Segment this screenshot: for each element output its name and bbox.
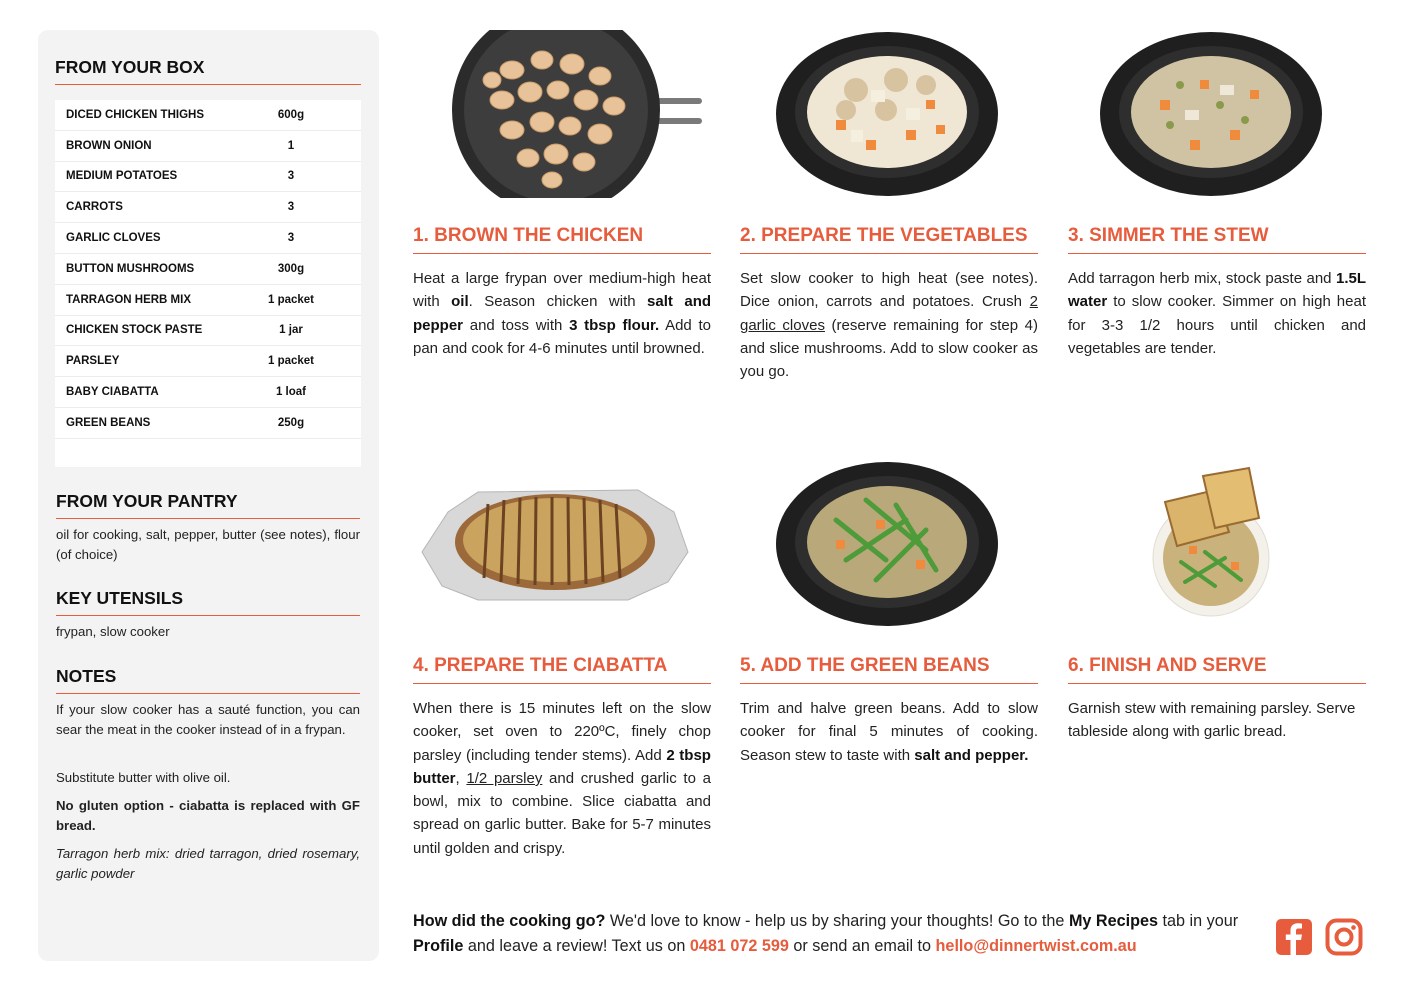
feedback-footer: How did the cooking go? We'd love to know - help us by sharing your thoughts! Go to the My Recipes tab in your Profile and leave a review! Text us on 0481 072 599 or send an email to hello@dinnertwist.com.au [413, 912, 1239, 955]
step-4-title: 4. PREPARE THE CIABATTA [413, 655, 711, 684]
step-1-title: 1. BROWN THE CHICKEN [413, 225, 711, 254]
stew-slow-cooker-photo [1100, 30, 1322, 198]
ingredient-qty: 1 packet [267, 355, 315, 368]
ingredient-name: PARSLEY [66, 355, 120, 368]
ingredients-table [55, 100, 361, 467]
from-your-box-heading: FROM YOUR BOX [55, 57, 361, 85]
ingredient-qty: 600g [277, 108, 305, 121]
ingredient-name: CARROTS [66, 201, 123, 214]
step-5-title: 5. ADD THE GREEN BEANS [740, 655, 1038, 684]
step-2-title: 2. PREPARE THE VEGETABLES [740, 225, 1038, 254]
ingredient-row [55, 285, 361, 316]
ingredient-row [55, 408, 361, 439]
instagram-icon[interactable] [1325, 918, 1363, 956]
step-6-title: 6. FINISH AND SERVE [1068, 655, 1366, 684]
ingredient-name: GREEN BEANS [66, 416, 151, 429]
key-utensils-heading: KEY UTENSILS [56, 588, 360, 616]
note-herb-mix: Tarragon herb mix: dried tarragon, dried rosemary, garlic powder [56, 846, 360, 881]
ingredient-qty: 300g [277, 262, 305, 275]
ingredient-qty: 1 jar [279, 324, 303, 337]
step-4-text: When there is 15 minutes left on the slow cooker, set oven to 220ºC, finely chop parsley (including tender stems). Add 2 tbsp butter, 1/2 parsley and crushed garlic to a bowl, mix to combine. Slice ciabatta and spread on garlic butter. Bake for 5-7 minutes until golden and crispy. [413, 700, 711, 857]
ingredient-row [55, 100, 361, 131]
note-butter: Substitute butter with olive oil. [56, 770, 231, 785]
ingredient-row [55, 254, 361, 285]
ingredient-row [55, 346, 361, 377]
facebook-icon[interactable] [1275, 918, 1313, 956]
ingredient-row [55, 192, 361, 223]
ingredient-qty: 1 [287, 139, 295, 152]
vegetables-slow-cooker-photo [776, 30, 998, 198]
ciabatta-foil-photo [418, 482, 692, 606]
ingredient-name: DICED CHICKEN THIGHS [66, 108, 205, 121]
step-2-text: Set slow cooker to high heat (see notes). Dice onion, carrots and potatoes. Crush 2 garlic cloves (reserve remaining for step 4) and slice mushrooms. Add to slow cooker as you go. [740, 270, 1039, 381]
ingredient-row [55, 377, 361, 408]
ingredient-row [55, 316, 361, 347]
ingredient-row [55, 131, 361, 162]
step-1-text: Heat a large frypan over medium-high heat with oil. Season chicken with salt and pepper and toss with 3 tbsp flour. Add to pan and cook for 4-6 minutes until browned. [413, 270, 712, 357]
ingredient-row [55, 223, 361, 254]
step-5-text: Trim and halve green beans. Add to slow cooker for final 5 minutes of cooking. Season stew to taste with salt and pepper. [740, 700, 1038, 764]
ingredient-name: MEDIUM POTATOES [66, 170, 178, 183]
step-6-text: Garnish stew with remaining parsley. Serve tableside along with garlic bread. [1068, 700, 1356, 741]
ingredient-row [55, 162, 361, 193]
ingredient-name: BABY CIABATTA [66, 386, 159, 399]
ingredient-qty: 3 [287, 201, 295, 214]
ingredient-name: BUTTON MUSHROOMS [66, 262, 195, 275]
ingredient-qty: 3 [287, 232, 295, 245]
note-gluten: No gluten option - ciabatta is replaced with GF bread. [56, 798, 360, 833]
from-your-pantry-heading: FROM YOUR PANTRY [56, 491, 360, 519]
ingredient-qty: 250g [277, 416, 305, 429]
ingredient-name: GARLIC CLOVES [66, 232, 161, 245]
note-saute: If your slow cooker has a sauté function, you can sear the meat in the cooker instead of in a frypan. [56, 702, 360, 737]
chicken-frypan-photo [452, 30, 704, 198]
phone-number[interactable]: 0481 072 599 [689, 937, 789, 955]
notes-heading: NOTES [56, 666, 360, 694]
ingredient-name: BROWN ONION [66, 139, 152, 152]
utensils-text: frypan, slow cooker [56, 624, 170, 639]
ingredient-qty: 1 loaf [275, 386, 307, 399]
step-3-title: 3. SIMMER THE STEW [1068, 225, 1366, 254]
ingredient-name: TARRAGON HERB MIX [66, 293, 192, 306]
step-3-text: Add tarragon herb mix, stock paste and 1.5L water to slow cooker. Simmer on high heat for 3-3 1/2 hours until chicken and vegetables are tender. [1068, 270, 1366, 357]
ingredients-sidebar [38, 30, 379, 961]
ingredient-name: CHICKEN STOCK PASTE [66, 324, 203, 337]
green-beans-slow-cooker-photo [776, 460, 998, 628]
pantry-text: oil for cooking, salt, pepper, butter (see notes), flour (of choice) [56, 527, 360, 562]
ingredient-qty: 1 packet [267, 293, 315, 306]
email-link[interactable]: hello@dinnertwist.com.au [935, 937, 1137, 955]
served-bowl-photo [1145, 462, 1277, 618]
ingredient-qty: 3 [287, 170, 295, 183]
